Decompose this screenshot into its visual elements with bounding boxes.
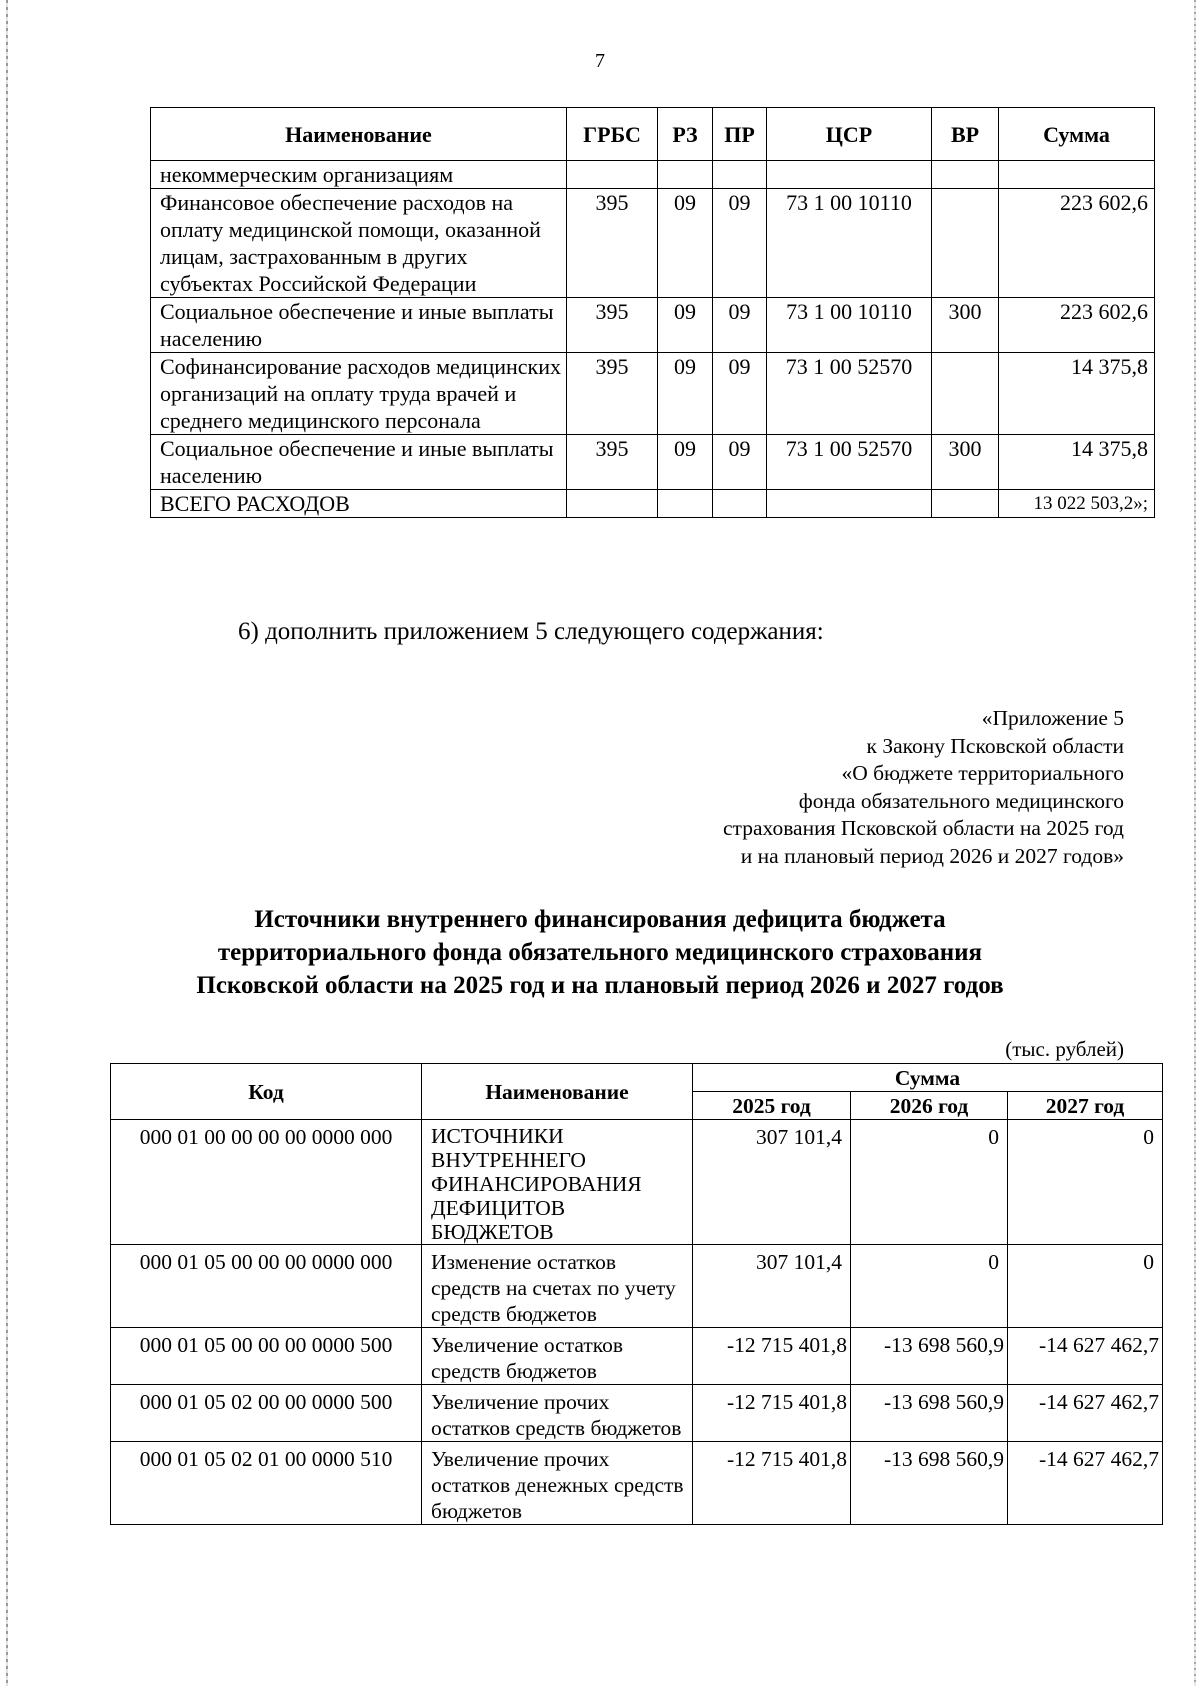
- cell-vr: [932, 353, 999, 435]
- financing-sources-table: [110, 1063, 1163, 1525]
- cell-csr: [767, 161, 932, 189]
- cell-csr: 73 1 00 52570: [767, 353, 932, 435]
- total-label: ВСЕГО РАСХОДОВ: [151, 490, 567, 518]
- cell-grbs: [567, 161, 658, 189]
- table-row: [111, 1328, 1163, 1385]
- table-row: [151, 189, 1155, 298]
- table-header-row: [151, 108, 1155, 161]
- cell-code: 000 01 05 00 00 00 0000 500: [111, 1328, 422, 1385]
- expenditure-table: [150, 107, 1155, 518]
- cell-grbs: 395: [567, 189, 658, 298]
- cell-2026: -13 698 560,9: [851, 1328, 1008, 1385]
- cell-grbs: 395: [567, 353, 658, 435]
- cell-empty: [658, 490, 713, 518]
- table-row: [111, 1245, 1163, 1328]
- cell-grbs: 395: [567, 435, 658, 490]
- cell-2027: -14 627 462,7: [1008, 1328, 1163, 1385]
- cell-2025: -12 715 401,8: [693, 1328, 851, 1385]
- table-row: [151, 353, 1155, 435]
- table-header-row: [111, 1064, 1163, 1092]
- cell-name: Социальное обеспечение и иные выплаты населению: [151, 435, 567, 490]
- scan-edge-left: [6, 0, 8, 1686]
- cell-2027: 0: [1008, 1245, 1163, 1328]
- header-2026: 2026 год: [851, 1092, 1008, 1120]
- cell-name: некоммерческим организациям: [151, 161, 567, 189]
- title-line: Источники внутреннего финансирования дефицита бюджета: [254, 906, 946, 933]
- cell-2027: -14 627 462,7: [1008, 1442, 1163, 1525]
- cell-empty: [713, 490, 767, 518]
- cell-pr: 09: [713, 353, 767, 435]
- cell-pr: 09: [713, 298, 767, 353]
- cell-name: ИСТОЧНИКИ ВНУТРЕННЕГО ФИНАНСИРОВАНИЯ ДЕФИЦИТОВ БЮДЖЕТОВ: [422, 1120, 693, 1245]
- cell-2026: 0: [851, 1120, 1008, 1245]
- cell-sum: [999, 161, 1155, 189]
- appendix-line: и на плановый период 2026 и 2027 годов»: [740, 843, 1124, 868]
- table-row: [151, 298, 1155, 353]
- appendix-line: «О бюджете территориального: [841, 761, 1124, 785]
- cell-name: Увеличение прочих остатков денежных средств бюджетов: [422, 1442, 693, 1525]
- cell-2027: 0: [1008, 1120, 1163, 1245]
- amendment-paragraph: 6) дополнить приложением 5 следующего содержания:: [238, 618, 824, 645]
- cell-vr: 300: [932, 435, 999, 490]
- cell-sum: 223 602,6: [999, 189, 1155, 298]
- cell-pr: 09: [713, 189, 767, 298]
- header-name: Наименование: [151, 108, 567, 161]
- document-title: [0, 903, 1200, 1002]
- appendix-line: страхования Псковской области на 2025 год: [723, 816, 1124, 840]
- cell-empty: [932, 490, 999, 518]
- cell-csr: 73 1 00 10110: [767, 298, 932, 353]
- cell-name: Увеличение остатков средств бюджетов: [422, 1328, 693, 1385]
- cell-empty: [567, 490, 658, 518]
- table-row: [111, 1120, 1163, 1245]
- cell-2025: 307 101,4: [693, 1245, 851, 1328]
- cell-empty: [767, 490, 932, 518]
- cell-name: Увеличение прочих остатков средств бюджетов: [422, 1385, 693, 1442]
- header-csr: ЦСР: [767, 108, 932, 161]
- header-name: Наименование: [422, 1064, 693, 1120]
- cell-rz: [658, 161, 713, 189]
- cell-2025: -12 715 401,8: [693, 1442, 851, 1525]
- title-line: Псковской области на 2025 год и на плановый период 2026 и 2027 годов: [196, 972, 1004, 999]
- header-2027: 2027 год: [1008, 1092, 1163, 1120]
- appendix-line: «Приложение 5: [981, 706, 1124, 730]
- cell-vr: 300: [932, 298, 999, 353]
- cell-vr: [932, 161, 999, 189]
- cell-code: 000 01 05 02 00 00 0000 500: [111, 1385, 422, 1442]
- cell-code: 000 01 00 00 00 00 0000 000: [111, 1120, 422, 1245]
- total-sum: 13 022 503,2»;: [999, 490, 1155, 518]
- cell-name: Финансовое обеспечение расходов на оплату медицинской помощи, оказанной лицам, застрахованным в других субъектах Российской Федерации: [151, 189, 567, 298]
- table-row: [151, 435, 1155, 490]
- page-number: 7: [595, 50, 605, 72]
- header-grbs: ГРБС: [567, 108, 658, 161]
- appendix-line: к Закону Псковской области: [866, 733, 1124, 758]
- total-row: [151, 490, 1155, 518]
- appendix-header: [723, 705, 1124, 870]
- cell-name: Софинансирование расходов медицинских организаций на оплату труда врачей и среднего медицинского персонала: [151, 353, 567, 435]
- cell-rz: 09: [658, 435, 713, 490]
- cell-rz: 09: [658, 189, 713, 298]
- cell-2025: -12 715 401,8: [693, 1385, 851, 1442]
- cell-rz: 09: [658, 353, 713, 435]
- cell-sum: 223 602,6: [999, 298, 1155, 353]
- cell-2026: -13 698 560,9: [851, 1385, 1008, 1442]
- header-sum: Сумма: [999, 108, 1155, 161]
- scan-edge-right: [1194, 0, 1196, 1686]
- title-line: территориального фонда обязательного медицинского страхования: [217, 939, 983, 966]
- header-pr: ПР: [713, 108, 767, 161]
- cell-code: 000 01 05 00 00 00 0000 000: [111, 1245, 422, 1328]
- header-sum: Сумма: [693, 1064, 1163, 1092]
- cell-code: 000 01 05 02 01 00 0000 510: [111, 1442, 422, 1525]
- cell-csr: 73 1 00 10110: [767, 189, 932, 298]
- cell-sum: 14 375,8: [999, 353, 1155, 435]
- cell-pr: 09: [713, 435, 767, 490]
- cell-rz: 09: [658, 298, 713, 353]
- cell-2027: -14 627 462,7: [1008, 1385, 1163, 1442]
- table-row: [151, 161, 1155, 189]
- cell-name: Социальное обеспечение и иные выплаты населению: [151, 298, 567, 353]
- cell-csr: 73 1 00 52570: [767, 435, 932, 490]
- units-label: (тыс. рублей): [1005, 1037, 1124, 1061]
- cell-grbs: 395: [567, 298, 658, 353]
- table-row: [111, 1442, 1163, 1525]
- header-code: Код: [111, 1064, 422, 1120]
- header-vr: ВР: [932, 108, 999, 161]
- cell-vr: [932, 189, 999, 298]
- cell-sum: 14 375,8: [999, 435, 1155, 490]
- appendix-line: фонда обязательного медицинского: [798, 788, 1124, 813]
- table-row: [111, 1385, 1163, 1442]
- header-rz: РЗ: [658, 108, 713, 161]
- cell-name: Изменение остатков средств на счетах по учету средств бюджетов: [422, 1245, 693, 1328]
- cell-2026: -13 698 560,9: [851, 1442, 1008, 1525]
- header-2025: 2025 год: [693, 1092, 851, 1120]
- cell-2025: 307 101,4: [693, 1120, 851, 1245]
- cell-2026: 0: [851, 1245, 1008, 1328]
- cell-pr: [713, 161, 767, 189]
